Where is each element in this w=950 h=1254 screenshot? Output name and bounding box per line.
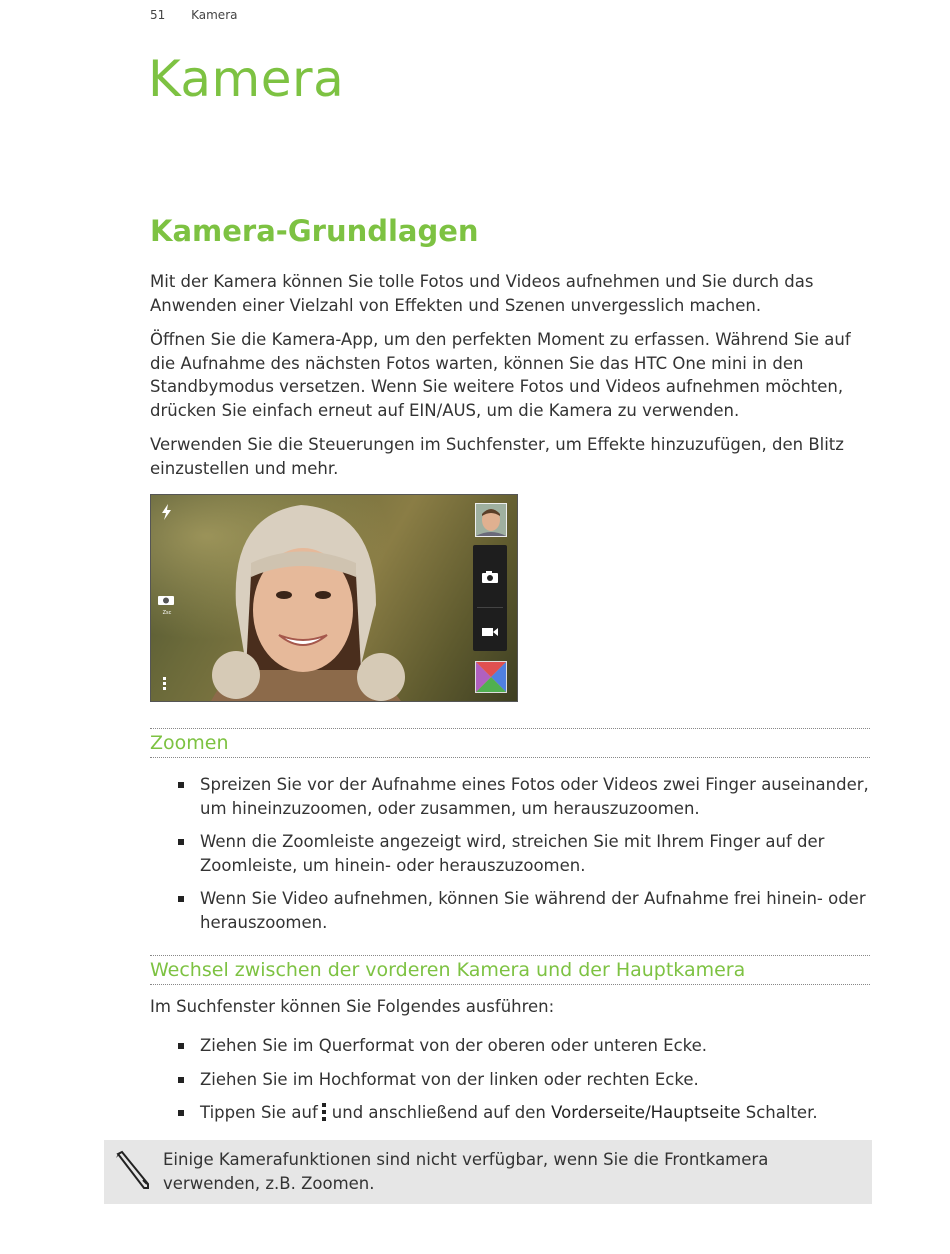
video-camera-icon <box>481 626 499 638</box>
zoom-heading: Zoomen <box>150 732 229 754</box>
header-section: Kamera <box>191 8 238 22</box>
note-text: Einige Kamerafunktionen sind nicht verfügbar, wenn Sie die Frontkamera verwenden, z.B. Zoomen. <box>163 1150 769 1193</box>
front-camera-thumbnail-icon[interactable] <box>475 503 507 537</box>
switch-intro: Im Suchfenster können Sie Folgendes ausführen: <box>150 997 555 1016</box>
pencil-icon <box>114 1150 150 1194</box>
note-box <box>104 1140 872 1204</box>
controls-divider <box>477 607 503 608</box>
list-item <box>178 1101 870 1125</box>
list-item: Spreizen Sie vor der Aufnahme eines Fotos oder Videos zwei Finger auseinander, um hineinzuzoomen, oder zusammen, um herauszuzoomen. <box>178 773 870 820</box>
section-rule-bottom <box>150 984 870 985</box>
chapter-title: Kamera <box>148 50 345 108</box>
intro-paragraph-1: Mit der Kamera können Sie tolle Fotos und Videos aufnehmen und Sie durch das Anwenden einer Vielzahl von Effekten und Szenen unvergesslich machen. <box>150 272 814 315</box>
switch-list <box>178 1034 870 1125</box>
tap-middle: und anschließend auf den <box>331 1103 546 1122</box>
tap-suffix: Schalter. <box>745 1103 818 1122</box>
menu-kebab-icon <box>322 1103 326 1121</box>
section-rule-top <box>150 955 870 956</box>
scene-label: Zsc <box>162 610 172 616</box>
effects-icon <box>476 662 506 692</box>
page-header <box>150 8 237 22</box>
list-item: Wenn die Zoomleiste angezeigt wird, streichen Sie mit Ihrem Finger auf der Zoomleiste, um hinein- oder herauszuzoomen. <box>178 830 870 877</box>
viewfinder-photo <box>151 495 517 701</box>
zoom-list <box>178 773 870 934</box>
camera-scene-icon <box>157 594 175 606</box>
page-number: 51 <box>150 8 166 22</box>
flash-icon[interactable] <box>159 503 175 521</box>
section-heading: Kamera-Grundlagen <box>150 214 479 248</box>
effects-button[interactable] <box>475 661 507 693</box>
list-item: Ziehen Sie im Querformat von der oberen oder unteren Ecke. <box>178 1034 870 1058</box>
camera-icon <box>481 570 499 584</box>
video-record-button[interactable] <box>481 623 499 642</box>
list-item: Wenn Sie Video aufnehmen, können Sie während der Aufnahme frei hinein- oder herauszoomen. <box>178 887 870 934</box>
tap-prefix: Tippen Sie auf <box>200 1103 318 1122</box>
section-rule-bottom <box>150 757 870 758</box>
intro-paragraph-3: Verwenden Sie die Steuerungen im Suchfenster, um Effekte hinzuzufügen, den Blitz einzustellen und mehr. <box>150 435 844 478</box>
capture-controls-bar <box>473 545 507 651</box>
menu-kebab-icon[interactable] <box>163 677 167 691</box>
section-rule-top <box>150 728 870 729</box>
photo-capture-button[interactable] <box>481 569 499 588</box>
intro-paragraph-2: Öffnen Sie die Kamera-App, um den perfekten Moment zu erfassen. Während Sie auf die Aufnahme des nächsten Fotos warten, können Sie das HTC One mini in den Standbymodus versetzen. Wenn Sie weitere Fotos und Videos aufnehmen möchten, drücken Sie einfach erneut auf EIN/AUS, um die Kamera zu verwenden. <box>150 330 851 420</box>
scene-mode-icon[interactable] <box>157 591 177 615</box>
camera-viewfinder-image <box>150 494 518 702</box>
front-main-button-label: Vorderseite/Hauptseite <box>551 1103 741 1122</box>
list-item: Ziehen Sie im Hochformat von der linken oder rechten Ecke. <box>178 1068 870 1092</box>
switch-heading: Wechsel zwischen der vorderen Kamera und der Hauptkamera <box>150 959 746 981</box>
